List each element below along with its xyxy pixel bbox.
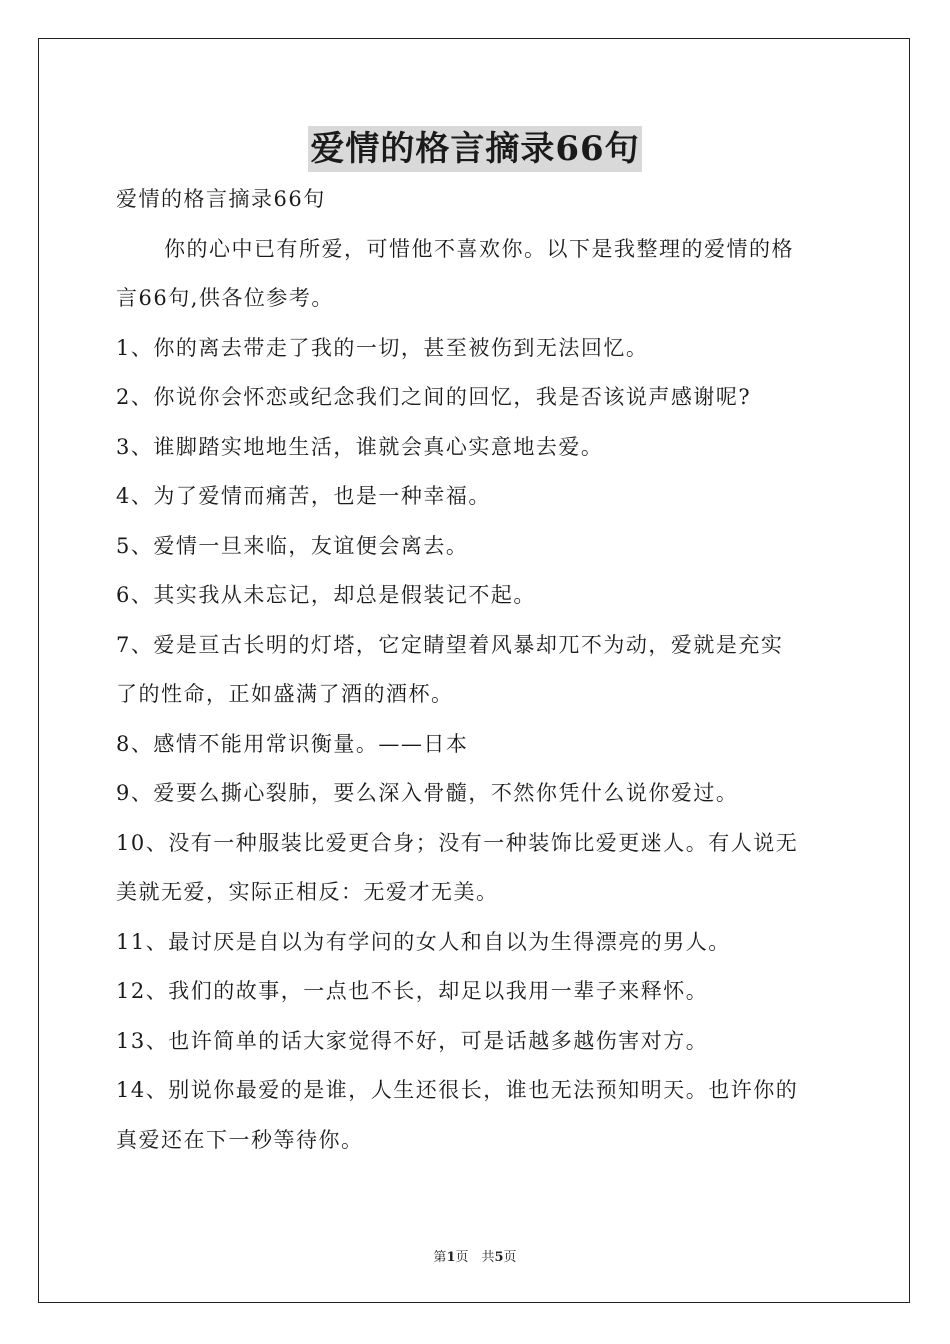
page-number-suffix: 页 — [503, 1250, 517, 1265]
quote-line: 1、你的离去带走了我的一切，甚至被伤到无法回忆。 — [116, 335, 649, 360]
quote-line: 5、爱情一旦来临，友谊便会离去。 — [116, 533, 469, 558]
quote-line: 11、最讨厌是自以为有学问的女人和自以为生得漂亮的男人。 — [116, 929, 731, 954]
quote-line: 3、谁脚踏实地地生活，谁就会真心实意地去爱。 — [116, 434, 604, 459]
total-page-count: 5 — [494, 1250, 504, 1265]
quote-line: 12、我们的故事，一点也不长，却足以我用一辈子来释怀。 — [116, 979, 709, 1003]
quote-line: 14、别说你最爱的是谁，人生还很长，谁也无法预知明天。也许你的 — [116, 1078, 799, 1102]
document-body — [116, 178, 838, 1168]
quote-line: 8、感情不能用常识衡量。——日本 — [116, 731, 469, 756]
quote-line: 10、没有一种服装比爱更合身；没有一种装饰比爱更迷人。有人说无 — [116, 830, 799, 855]
intro-paragraph-line-1: 你的心中已有所爱，可惜他不喜欢你。以下是我整理的爱情的格 — [164, 236, 794, 261]
quote-line: 7、爱是亘古长明的灯塔，它定睛望着风暴却兀不为动，爱就是充实 — [116, 632, 784, 657]
document-title: 爱情的格言摘录66句 — [308, 126, 641, 172]
subtitle-line: 爱情的格言摘录66句 — [116, 187, 326, 211]
intro-paragraph-line-2: 言66句,供各位参考。 — [116, 286, 334, 310]
page-number-prefix: 第 — [433, 1250, 447, 1265]
quote-line: 6、其实我从未忘记，却总是假装记不起。 — [116, 583, 536, 607]
quote-line: 13、也许简单的话大家觉得不好，可是话越多越伤害对方。 — [116, 1028, 709, 1053]
quote-line: 4、为了爱情而痛苦，也是一种幸福。 — [116, 484, 491, 508]
current-page-number: 1 — [446, 1250, 456, 1265]
quote-line: 真爱还在下一秒等待你。 — [116, 1127, 364, 1152]
page-number-mid: 页 共 — [455, 1250, 495, 1265]
page-footer — [0, 1246, 950, 1265]
quote-line: 2、你说你会怀恋或纪念我们之间的回忆，我是否该说声感谢呢? — [116, 385, 752, 409]
quote-line: 了的性命，正如盛满了酒的酒杯。 — [116, 682, 454, 706]
quote-line: 美就无爱，实际正相反：无爱才无美。 — [116, 880, 499, 904]
document-title-block — [0, 126, 950, 172]
quote-line: 9、爱要么撕心裂肺，要么深入骨髓，不然你凭什么说你爱过。 — [116, 781, 739, 805]
